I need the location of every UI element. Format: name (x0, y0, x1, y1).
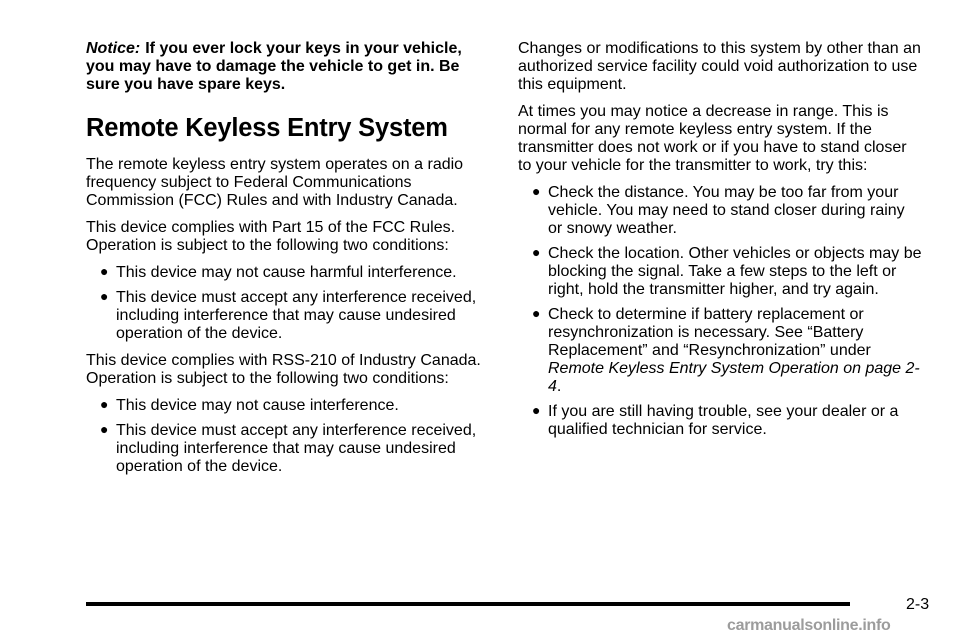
bullet-icon: ● (532, 305, 541, 321)
right-column (518, 40, 923, 448)
bullet-icon: ● (100, 288, 109, 304)
range-paragraph: At times you may notice a decrease in range. This is normal for any remote keyless entry system. If the transmitter does not work or if you have to stand closer to your vehicle for the transmitter to work, try this: (518, 103, 907, 174)
bullet-icon: ● (100, 421, 109, 437)
bullet-icon: ● (532, 402, 541, 418)
list-item: ● This device may not cause harmful interference. (100, 263, 457, 281)
list-item: ● If you are still having trouble, see your dealer or a qualified technician for service. (532, 402, 899, 438)
watermark: carmanualsonline.info (727, 617, 891, 634)
list-item: ● This device must accept any interference received, including interference that may cause undesired operation of the device. (100, 421, 477, 475)
cross-reference-link[interactable]: Remote Keyless Entry System Operation on page 2-4 (548, 360, 920, 395)
troubleshooting-list (518, 184, 923, 439)
notice-label: Notice: (86, 40, 141, 57)
modifications-paragraph: Changes or modifications to this system by other than an authorized service facility could void authorization to use this equipment. (518, 40, 921, 93)
list-item: ● This device may not cause interference. (100, 396, 399, 414)
left-column (86, 40, 491, 485)
notice (86, 40, 491, 94)
list-item: ● Check the location. Other vehicles or objects may be blocking the signal. Take a few steps to the left or right, hold the transmitter higher, and try again. (532, 244, 922, 298)
rss-paragraph: This device complies with RSS-210 of Industry Canada. Operation is subject to the following two conditions: (86, 352, 481, 387)
notice-text: If you ever lock your keys in your vehicle, you may have to damage the vehicle to get in. Be sure you have spare keys. (86, 40, 462, 93)
fcc-paragraph: This device complies with Part 15 of the FCC Rules. Operation is subject to the following two conditions: (86, 219, 456, 254)
section-title: Remote Keyless Entry System (86, 114, 448, 142)
bullet-icon: ● (100, 396, 109, 412)
footer-rule (86, 602, 850, 606)
rss-conditions-list (86, 397, 491, 476)
bullet-icon: ● (532, 244, 541, 260)
bullet-icon: ● (532, 183, 541, 199)
list-item: ● Check the distance. You may be too far from your vehicle. You may need to stand closer during rainy or snowy weather. (532, 183, 905, 237)
intro-paragraph: The remote keyless entry system operates on a radio frequency subject to Federal Communications Commission (FCC) Rules and with Industry Canada. (86, 156, 464, 209)
list-item: ● Check to determine if battery replacement or resynchronization is necessary. See “Battery Replacement” and “Resynchronization” under Remote Keyless Entry System Operation on page 2-4. (532, 305, 920, 395)
fcc-conditions-list (86, 264, 491, 343)
bullet-icon: ● (100, 263, 109, 279)
page-number: 2-3 (906, 596, 930, 613)
list-item: ● This device must accept any interference received, including interference that may cause undesired operation of the device. (100, 288, 477, 342)
